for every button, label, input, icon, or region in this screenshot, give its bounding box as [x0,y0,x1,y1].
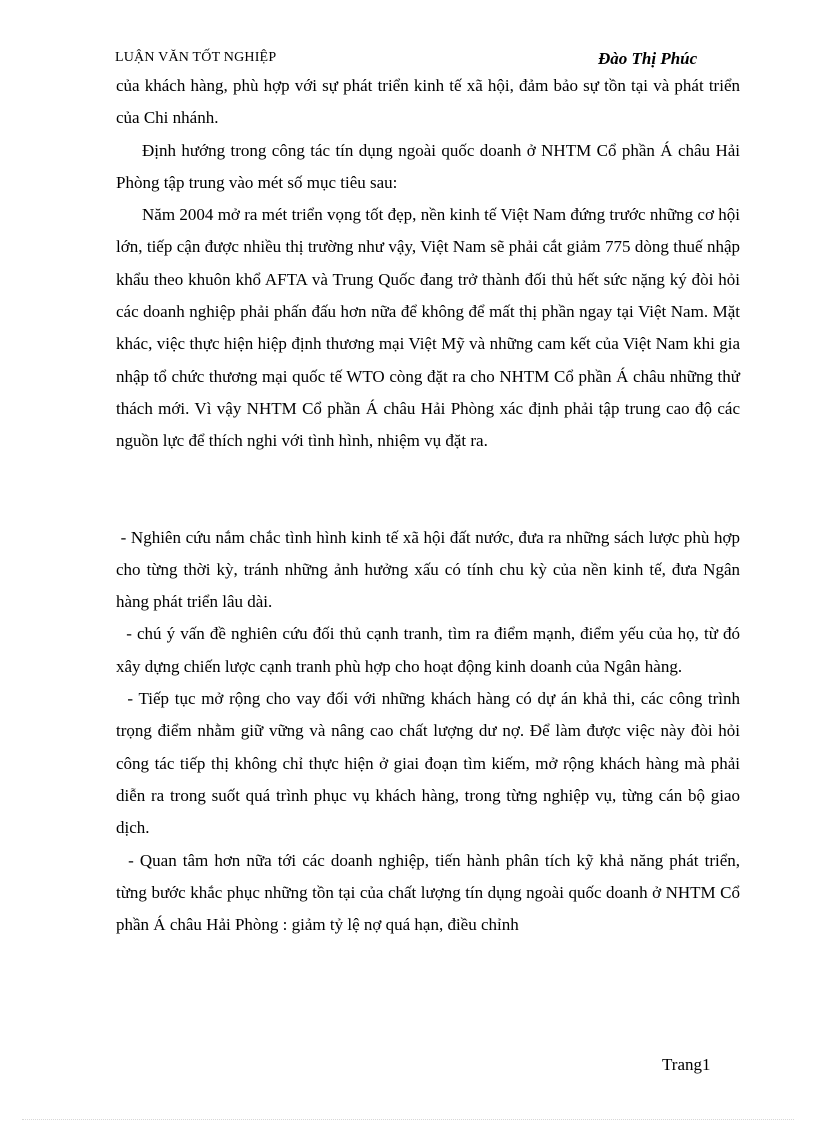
section-gap [116,458,740,522]
paragraph: Định hướng trong công tác tín dụng ngoài quốc doanh ở NHTM Cổ phần Á châu Hải Phòng tập trung vào mét số mục tiêu sau: [116,140,740,192]
header-title: LUẬN VĂN TỐT NGHIỆP [115,50,277,65]
bullet-item: - Quan tâm hơn nữa tới các doanh nghiệp, tiến hành phân tích kỹ khả năng phát triển, từng bước khắc phục những tồn tại của chất lượng tín dụng ngoài quốc doanh ở NHTM Cổ phần Á châu Hải Phòng : giảm tỷ lệ nợ quá hạn, điều chỉnh [116,850,745,935]
page-number: Trang1 [662,1055,711,1074]
bullet-item: - Tiếp tục mở rộng cho vay đối với những khách hàng có dự án khả thi, các công trình trọng điểm nhằm giữ vững và nâng cao chất lượng dư nợ. Để làm được việc này đòi hỏi công tác tiếp thị không chỉ thực hiện ở giai đoạn tìm kiếm, mở rộng khách hàng mà phải diễn ra trong suốt quá trình phục vụ khách hàng, trong từng nghiệp vụ, từng cán bộ giao dịch. [116,689,745,838]
bullet-item: - chú ý vấn đề nghiên cứu đối thủ cạnh tranh, tìm ra điểm mạnh, điểm yếu của họ, từ đó xây dựng chiến lược cạnh tranh phù hợp cho hoạt động kinh doanh của Ngân hàng. [116,624,745,676]
header-author: Đào Thị Phúc [598,49,698,68]
paragraph: của khách hàng, phù hợp với sự phát triển kinh tế xã hội, đảm bảo sự tồn tại và phát triển của Chi nhánh. [116,76,740,128]
paragraph: Năm 2004 mở ra mét triển vọng tốt đẹp, nền kinh tế Việt Nam đứng trước những cơ hội lớn, tiếp cận được nhiều thị trường như vậy, Việt Nam sẽ phải cắt giảm 775 dòng thuế nhập khẩu theo khuôn khổ AFTA và Trung Quốc đang trở thành đối thủ hết sức nặng ký đòi hỏi các doanh nghiệp phải phấn đấu hơn nữa để không để mất thị phần ngay tại Việt Nam. Mặt khác, việc thực hiện hiệp định thương mại Việt Mỹ và những cam kết của Việt Nam khi gia nhập tổ chức thương mại quốc tế WTO còng đặt ra cho NHTM Cổ phần Á châu những thử thách mới. Vì vậy NHTM Cổ phần Á châu Hải Phòng xác định phải tập trung cao độ các nguồn lực để thích nghi với tình hình, nhiệm vụ đặt ra. [116,205,740,451]
bullet-item: - Nghiên cứu nắm chắc tình hình kinh tế xã hội đất nước, đưa ra những sách lược phù hợp cho từng thời kỳ, tránh những ảnh hưởng xấu có tính chu kỳ của nền kinh tế, đưa Ngân hàng phát triển lâu dài. [116,527,745,612]
body-text [116,70,745,941]
page-bottom-divider [22,1119,794,1120]
